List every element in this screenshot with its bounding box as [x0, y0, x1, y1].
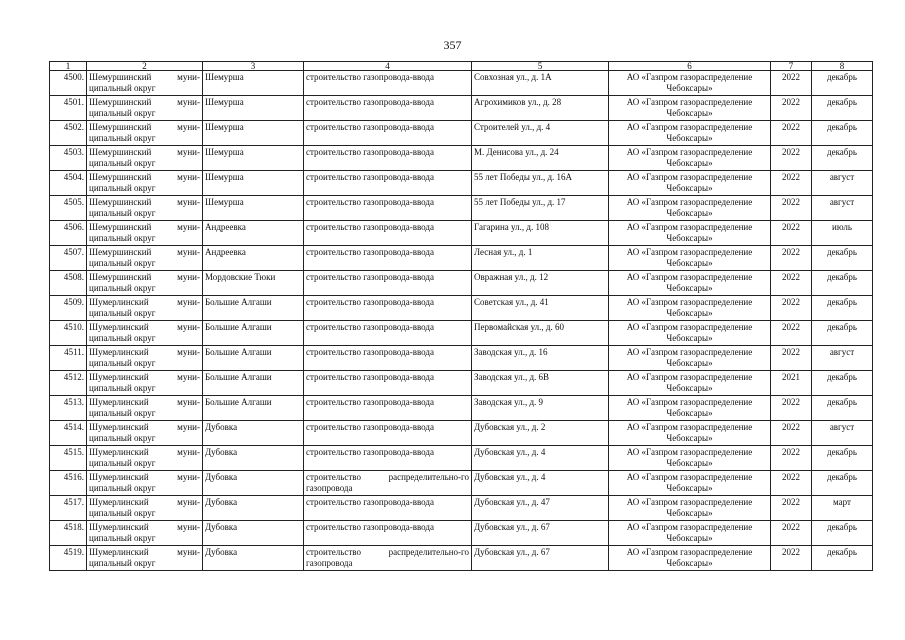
year-cell: 2022 — [771, 121, 812, 146]
month-cell: декабрь — [812, 446, 873, 471]
settlement-cell: Андреевка — [203, 246, 304, 271]
row-number: 4519. — [50, 546, 87, 571]
organization-cell: АО «Газпром газораспределение Чебоксары» — [609, 246, 771, 271]
month-cell: декабрь — [812, 96, 873, 121]
organization-cell: АО «Газпром газораспределение Чебоксары» — [609, 521, 771, 546]
address-cell: Дубовская ул., д. 2 — [472, 421, 609, 446]
row-number: 4506. — [50, 221, 87, 246]
address-cell: 55 лет Победы ул., д. 16А — [472, 171, 609, 196]
table-row — [50, 71, 873, 96]
work-type-cell: строительство газопровода-ввода — [304, 396, 472, 421]
district-cell: Шумерлинский муни-ципальный округ — [87, 321, 203, 346]
year-cell: 2022 — [771, 221, 812, 246]
row-number: 4512. — [50, 371, 87, 396]
work-type-cell: строительство газопровода-ввода — [304, 196, 472, 221]
year-cell: 2022 — [771, 471, 812, 496]
address-cell: Дубовская ул., д. 67 — [472, 521, 609, 546]
table-row — [50, 121, 873, 146]
row-number: 4503. — [50, 146, 87, 171]
organization-cell: АО «Газпром газораспределение Чебоксары» — [609, 71, 771, 96]
row-number: 4513. — [50, 396, 87, 421]
month-cell: декабрь — [812, 546, 873, 571]
month-cell: декабрь — [812, 146, 873, 171]
table-row — [50, 296, 873, 321]
table-row — [50, 146, 873, 171]
table-row — [50, 196, 873, 221]
settlement-cell: Большие Алгаши — [203, 371, 304, 396]
organization-cell: АО «Газпром газораспределение Чебоксары» — [609, 396, 771, 421]
address-cell: Заводская ул., д. 16 — [472, 346, 609, 371]
settlement-cell: Большие Алгаши — [203, 346, 304, 371]
year-cell: 2022 — [771, 346, 812, 371]
year-cell: 2021 — [771, 371, 812, 396]
district-cell: Шумерлинский муни-ципальный округ — [87, 471, 203, 496]
address-cell: Агрохимиков ул., д. 28 — [472, 96, 609, 121]
organization-cell: АО «Газпром газораспределение Чебоксары» — [609, 146, 771, 171]
address-cell: Лесная ул., д. 1 — [472, 246, 609, 271]
month-cell: декабрь — [812, 321, 873, 346]
year-cell: 2022 — [771, 196, 812, 221]
district-cell: Шемуршинский муни-ципальный округ — [87, 271, 203, 296]
work-type-cell: строительство газопровода-ввода — [304, 96, 472, 121]
month-cell: декабрь — [812, 121, 873, 146]
row-number: 4507. — [50, 246, 87, 271]
page-number: 357 — [443, 38, 462, 52]
address-cell: Совхозная ул., д. 1А — [472, 71, 609, 96]
settlement-cell: Дубовка — [203, 546, 304, 571]
table-header-row — [50, 62, 873, 71]
settlement-cell: Дубовка — [203, 421, 304, 446]
year-cell: 2022 — [771, 71, 812, 96]
year-cell: 2022 — [771, 146, 812, 171]
table-row — [50, 471, 873, 496]
address-cell: 55 лет Победы ул., д. 17 — [472, 196, 609, 221]
table-row — [50, 446, 873, 471]
organization-cell: АО «Газпром газораспределение Чебоксары» — [609, 296, 771, 321]
month-cell: декабрь — [812, 71, 873, 96]
district-cell: Шемуршинский муни-ципальный округ — [87, 246, 203, 271]
table-row — [50, 346, 873, 371]
year-cell: 2022 — [771, 446, 812, 471]
work-type-cell: строительство газопровода-ввода — [304, 121, 472, 146]
year-cell: 2022 — [771, 171, 812, 196]
table-row — [50, 496, 873, 521]
work-type-cell: строительство газопровода-ввода — [304, 71, 472, 96]
work-type-cell: строительство газопровода-ввода — [304, 496, 472, 521]
row-number: 4508. — [50, 271, 87, 296]
table-row — [50, 271, 873, 296]
address-cell: Дубовская ул., д. 4 — [472, 471, 609, 496]
work-type-cell: строительство газопровода-ввода — [304, 321, 472, 346]
district-cell: Шемуршинский муни-ципальный округ — [87, 146, 203, 171]
organization-cell: АО «Газпром газораспределение Чебоксары» — [609, 471, 771, 496]
row-number: 4511. — [50, 346, 87, 371]
month-cell: август — [812, 196, 873, 221]
work-type-cell: строительство газопровода-ввода — [304, 271, 472, 296]
row-number: 4518. — [50, 521, 87, 546]
column-header: 4 — [304, 62, 472, 71]
work-type-cell: строительство газопровода-ввода — [304, 446, 472, 471]
column-header: 7 — [771, 62, 812, 71]
table-row — [50, 521, 873, 546]
row-number: 4517. — [50, 496, 87, 521]
table-row — [50, 221, 873, 246]
district-cell: Шумерлинский муни-ципальный округ — [87, 421, 203, 446]
table-body — [50, 71, 873, 571]
settlement-cell: Шемурша — [203, 171, 304, 196]
district-cell: Шумерлинский муни-ципальный округ — [87, 371, 203, 396]
month-cell: август — [812, 346, 873, 371]
address-cell: Заводская ул., д. 6В — [472, 371, 609, 396]
work-type-cell: строительство газопровода-ввода — [304, 296, 472, 321]
work-type-cell: строительство газопровода-ввода — [304, 421, 472, 446]
organization-cell: АО «Газпром газораспределение Чебоксары» — [609, 96, 771, 121]
year-cell: 2022 — [771, 271, 812, 296]
month-cell: декабрь — [812, 246, 873, 271]
address-cell: М. Денисова ул., д. 24 — [472, 146, 609, 171]
settlement-cell: Дубовка — [203, 446, 304, 471]
settlement-cell: Андреевка — [203, 221, 304, 246]
district-cell: Шемуршинский муни-ципальный округ — [87, 171, 203, 196]
table-row — [50, 171, 873, 196]
settlement-cell: Дубовка — [203, 471, 304, 496]
year-cell: 2022 — [771, 246, 812, 271]
address-cell: Овражная ул., д. 12 — [472, 271, 609, 296]
settlement-cell: Мордовские Тюки — [203, 271, 304, 296]
work-type-cell: строительство газопровода-ввода — [304, 221, 472, 246]
organization-cell: АО «Газпром газораспределение Чебоксары» — [609, 546, 771, 571]
district-cell: Шемуршинский муни-ципальный округ — [87, 96, 203, 121]
column-header: 8 — [812, 62, 873, 71]
row-number: 4515. — [50, 446, 87, 471]
address-cell: Дубовская ул., д. 47 — [472, 496, 609, 521]
month-cell: июль — [812, 221, 873, 246]
district-cell: Шумерлинский муни-ципальный округ — [87, 396, 203, 421]
work-type-cell: строительство газопровода-ввода — [304, 171, 472, 196]
year-cell: 2022 — [771, 421, 812, 446]
address-cell: Дубовская ул., д. 4 — [472, 446, 609, 471]
year-cell: 2022 — [771, 396, 812, 421]
settlement-cell: Шемурша — [203, 146, 304, 171]
work-type-cell: строительство газопровода-ввода — [304, 521, 472, 546]
year-cell: 2022 — [771, 546, 812, 571]
month-cell: декабрь — [812, 271, 873, 296]
address-cell: Строителей ул., д. 4 — [472, 121, 609, 146]
table-row — [50, 396, 873, 421]
address-cell: Советская ул., д. 41 — [472, 296, 609, 321]
year-cell: 2022 — [771, 321, 812, 346]
work-type-cell: строительство газопровода-ввода — [304, 346, 472, 371]
row-number: 4510. — [50, 321, 87, 346]
row-number: 4509. — [50, 296, 87, 321]
settlement-cell: Шемурша — [203, 121, 304, 146]
settlement-cell: Большие Алгаши — [203, 396, 304, 421]
row-number: 4501. — [50, 96, 87, 121]
month-cell: декабрь — [812, 371, 873, 396]
district-cell: Шемуршинский муни-ципальный округ — [87, 71, 203, 96]
settlement-cell: Шемурша — [203, 196, 304, 221]
organization-cell: АО «Газпром газораспределение Чебоксары» — [609, 271, 771, 296]
row-number: 4516. — [50, 471, 87, 496]
work-type-cell: строительство распределительно-го газопровода — [304, 546, 472, 571]
month-cell: март — [812, 496, 873, 521]
column-header: 2 — [87, 62, 203, 71]
settlement-cell: Шемурша — [203, 71, 304, 96]
address-cell: Первомайская ул., д. 60 — [472, 321, 609, 346]
organization-cell: АО «Газпром газораспределение Чебоксары» — [609, 446, 771, 471]
address-cell: Гагарина ул., д. 108 — [472, 221, 609, 246]
row-number: 4502. — [50, 121, 87, 146]
organization-cell: АО «Газпром газораспределение Чебоксары» — [609, 221, 771, 246]
work-type-cell: строительство газопровода-ввода — [304, 371, 472, 396]
organization-cell: АО «Газпром газораспределение Чебоксары» — [609, 421, 771, 446]
column-header: 1 — [50, 62, 87, 71]
district-cell: Шумерлинский муни-ципальный округ — [87, 546, 203, 571]
month-cell: декабрь — [812, 296, 873, 321]
month-cell: август — [812, 171, 873, 196]
column-header: 6 — [609, 62, 771, 71]
organization-cell: АО «Газпром газораспределение Чебоксары» — [609, 371, 771, 396]
table-row — [50, 246, 873, 271]
row-number: 4500. — [50, 71, 87, 96]
table-row — [50, 421, 873, 446]
table-row — [50, 371, 873, 396]
district-cell: Шумерлинский муни-ципальный округ — [87, 496, 203, 521]
row-number: 4505. — [50, 196, 87, 221]
district-cell: Шемуршинский муни-ципальный округ — [87, 121, 203, 146]
district-cell: Шумерлинский муни-ципальный округ — [87, 346, 203, 371]
registry-table — [49, 61, 873, 571]
settlement-cell: Большие Алгаши — [203, 296, 304, 321]
year-cell: 2022 — [771, 96, 812, 121]
settlement-cell: Дубовка — [203, 496, 304, 521]
organization-cell: АО «Газпром газораспределение Чебоксары» — [609, 321, 771, 346]
table-row — [50, 321, 873, 346]
organization-cell: АО «Газпром газораспределение Чебоксары» — [609, 346, 771, 371]
district-cell: Шемуршинский муни-ципальный округ — [87, 196, 203, 221]
district-cell: Шумерлинский муни-ципальный округ — [87, 521, 203, 546]
column-header: 3 — [203, 62, 304, 71]
work-type-cell: строительство газопровода-ввода — [304, 246, 472, 271]
table-row — [50, 546, 873, 571]
row-number: 4514. — [50, 421, 87, 446]
settlement-cell: Шемурша — [203, 96, 304, 121]
month-cell: декабрь — [812, 471, 873, 496]
month-cell: декабрь — [812, 396, 873, 421]
month-cell: август — [812, 421, 873, 446]
organization-cell: АО «Газпром газораспределение Чебоксары» — [609, 196, 771, 221]
organization-cell: АО «Газпром газораспределение Чебоксары» — [609, 121, 771, 146]
row-number: 4504. — [50, 171, 87, 196]
address-cell: Заводская ул., д. 9 — [472, 396, 609, 421]
organization-cell: АО «Газпром газораспределение Чебоксары» — [609, 171, 771, 196]
year-cell: 2022 — [771, 296, 812, 321]
district-cell: Шемуршинский муни-ципальный округ — [87, 221, 203, 246]
work-type-cell: строительство распределительно-го газопровода — [304, 471, 472, 496]
settlement-cell: Дубовка — [203, 521, 304, 546]
month-cell: декабрь — [812, 521, 873, 546]
column-header: 5 — [472, 62, 609, 71]
work-type-cell: строительство газопровода-ввода — [304, 146, 472, 171]
organization-cell: АО «Газпром газораспределение Чебоксары» — [609, 496, 771, 521]
table-row — [50, 96, 873, 121]
address-cell: Дубовская ул., д. 67 — [472, 546, 609, 571]
year-cell: 2022 — [771, 496, 812, 521]
district-cell: Шумерлинский муни-ципальный округ — [87, 296, 203, 321]
district-cell: Шумерлинский муни-ципальный округ — [87, 446, 203, 471]
settlement-cell: Большие Алгаши — [203, 321, 304, 346]
year-cell: 2022 — [771, 521, 812, 546]
